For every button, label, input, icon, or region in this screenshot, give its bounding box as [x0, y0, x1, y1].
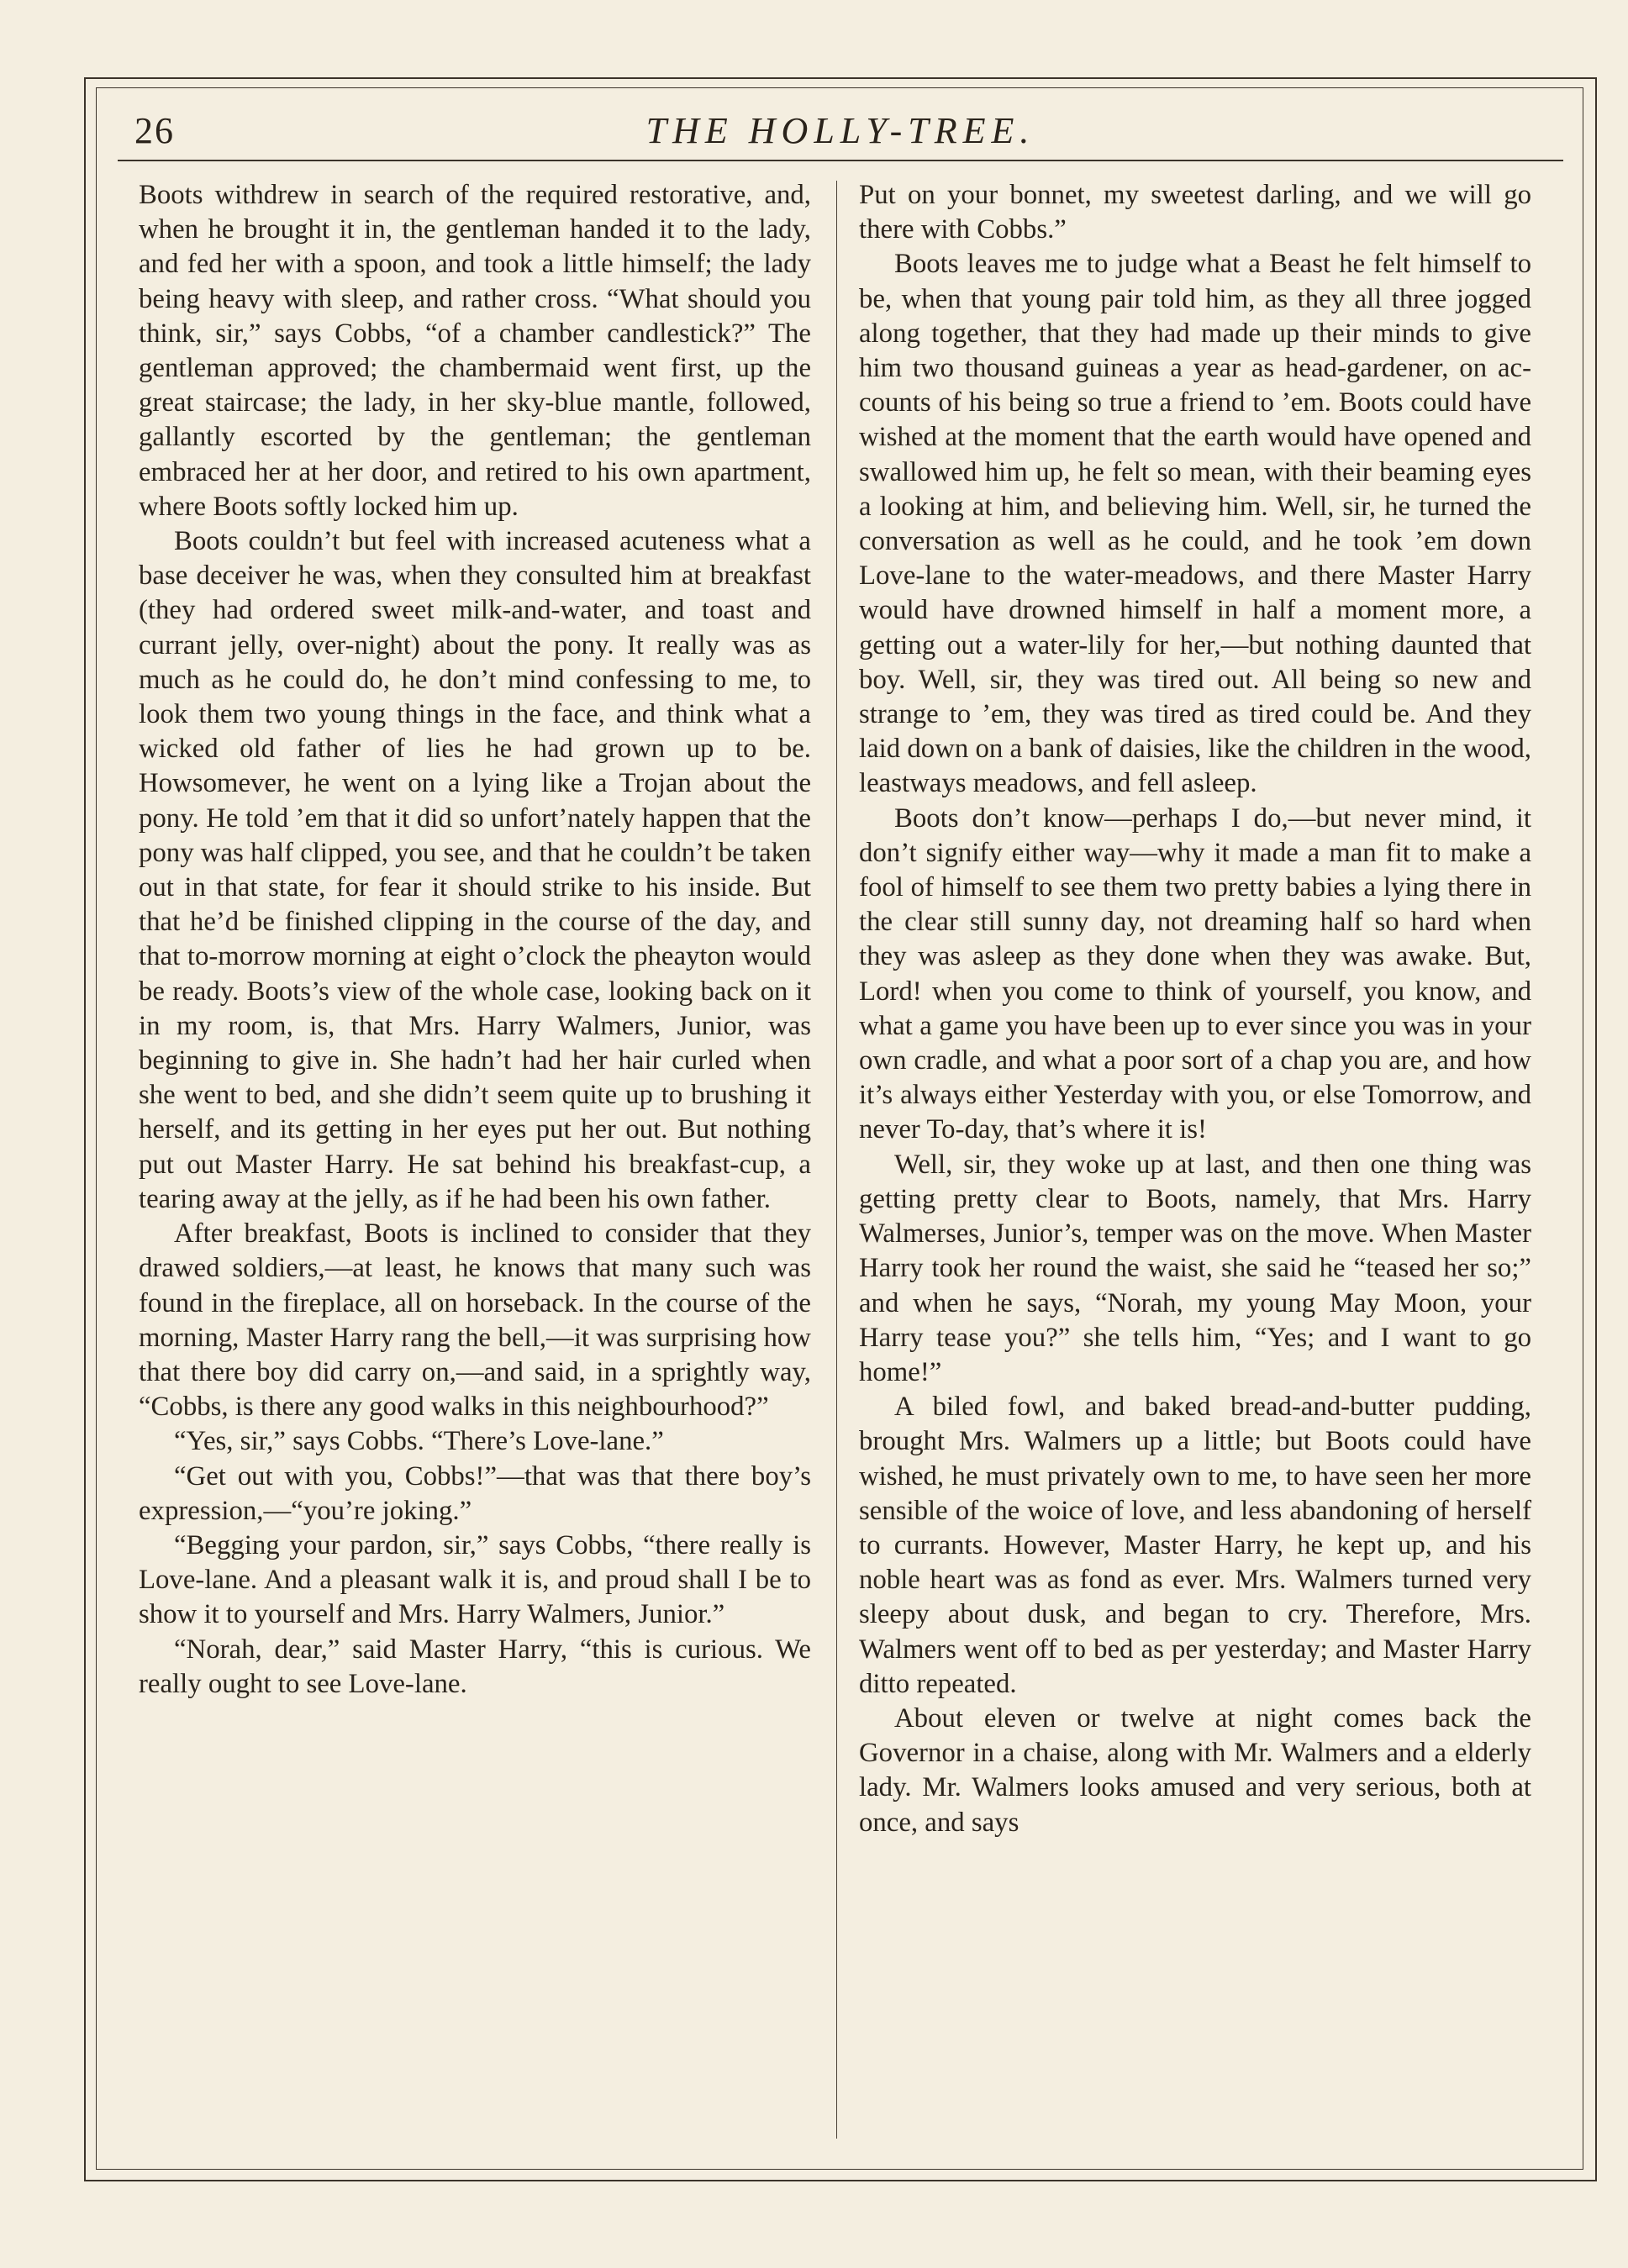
- page-header: [118, 99, 1563, 166]
- column-divider: [836, 181, 837, 2139]
- paragraph: Well, sir, they woke up at last, and then one thing was getting pretty clear to Boots, namely, that Mrs. Harry Walmerses, Junior’s, temper was on the move. When Master Harry took her round the waist, she said he “teased her so;” and when he says, “Norah, my young May Moon, your Harry tease you?” she tells him, “Yes; and I want to go home!”: [859, 1149, 1531, 1387]
- left-column: [139, 178, 811, 1702]
- paragraph: Boots couldn’t but feel with increased acuteness what a base deceiver he was, when they consulted him at breakfast (they had ordered sweet milk-and-water, and toast and currant jelly, over-night) about the pony. It really was as much as he could do, he don’t mind confessing to me, to look them two young things in the face, and think what a wicked old father of lies he had grown up to be. Howsomever, he went on a lying like a Trojan about the pony. He told ’em that it did so unfort’nately happen that the pony was half clipped, you see, and that he couldn’t be taken out in that state, for fear it should strike to his inside. But that he’d be finished clipping in the course of the day, and that to-morrow morning at eight o’clock the pheayton would be ready. Boots’s view of the whole case, looking back on it in my room, is, that Mrs. Harry Walmers, Junior, was beginning to give in. She hadn’t had her hair curled when she went to bed, and she didn’t seem quite up to brushing it herself, and its getting in her eyes put her out. But nothing put out Master Harry. He sat behind his breakfast-cup, a tearing away at the jelly, as if he had been his own father.: [139, 526, 811, 1214]
- paragraph: A biled fowl, and baked bread-and-butter pudding, brought Mrs. Walmers up a little; but Boots could have wished, he must privately own to me, to have seen her more sensible of the woice of love, and less abandoning of herself to currants. However, Master Harry, he kept up, and his noble heart was as fond as ever. Mrs. Walmers turned very sleepy about dusk, and began to cry. Therefore, Mrs. Walmers went off to bed as per yesterday; and Master Harry ditto repeated.: [859, 1392, 1531, 1699]
- page-number: 26: [134, 110, 175, 151]
- running-title: THE HOLLY-TREE.: [645, 110, 1035, 151]
- header-rule: [118, 160, 1563, 161]
- right-column: [859, 178, 1531, 1840]
- paragraph: Boots don’t know—perhaps I do,—but never mind, it don’t signify either way—why it made a man fit to make a fool of himself to see them two pretty babies a lying there in the clear still sunny day, not dreaming half so hard when they was asleep as they done when they was awake. But, Lord! when you come to think of yourself, you know, and what a game you have been up to ever since you was in your own cradle, and what a poor sort of a chap you are, and how it’s always either Yesterday with you, or else Tomorrow, and never To-day, that’s where it is!: [859, 802, 1531, 1145]
- paragraph: “Yes, sir,” says Cobbs. “There’s Love-lane.”: [174, 1426, 664, 1457]
- paragraph: After breakfast, Boots is inclined to consider that they drawed soldiers,—at least, he knows that many such was found in the fireplace, all on horseback. In the course of the morning, Master Harry rang the bell,—it was surprising how that there boy did carry on,—and said, in a sprightly way, “Cobbs, is there any good walks in this neighbourhood?”: [139, 1218, 811, 1423]
- paragraph: About eleven or twelve at night comes back the Governor in a chaise, along with Mr. Walmers and a elderly lady. Mr. Walmers looks amused and very serious, both at once, and says: [859, 1702, 1531, 1838]
- paragraph: Boots withdrew in search of the required restorative, and, when he brought it in, the gentleman handed it to the lady, and fed her with a spoon, and took a little himself; the lady being heavy with sleep, and rather cross. “What should you think, sir,” says Cobbs, “of a chamber candlestick?” The gentleman approved; the chambermaid went first, up the great staircase; the lady, in her sky-blue mantle, followed, gallantly escorted by the gentleman; the gentleman embraced her at her door, and retired to his own apartment, where Boots softly locked him up.: [139, 180, 811, 522]
- paragraph: “Begging your pardon, sir,” says Cobbs, “there really is Love-lane. And a pleasant walk it is, and proud shall I be to show it to yourself and Mrs. Harry Walmers, Junior.”: [139, 1529, 811, 1630]
- paragraph: Put on your bonnet, my sweetest darling, and we will go there with Cobbs.”: [859, 180, 1531, 245]
- paragraph: “Get out with you, Cobbs!”—that was that there boy’s expression,—“you’re joking.”: [139, 1460, 811, 1526]
- paragraph: “Norah, dear,” said Master Harry, “this is curious. We really ought to see Love-lane.: [139, 1634, 811, 1699]
- paragraph: Boots leaves me to judge what a Beast he felt himself to be, when that young pair told him, as they all three jogged along together, that they had made up their minds to give him two thousand guineas a year as head-gardener, on accounts of his being so true a friend to ’em. Boots could have wished at the moment that the earth would have opened and swallowed him up, he felt so mean, with their beaming eyes a looking at him, and believing him. Well, sir, he turned the conversation as well as he could, and he took ’em down Love-lane to the water-meadows, and there Master Harry would have drowned himself in half a moment more, a getting out a water-lily for her,—but nothing daunted that boy. Well, sir, they was tired out. All being so new and strange to ’em, they was tired as tired could be. And they laid down on a bank of daisies, like the children in the wood, leastways meadows, and fell asleep.: [859, 249, 1531, 799]
